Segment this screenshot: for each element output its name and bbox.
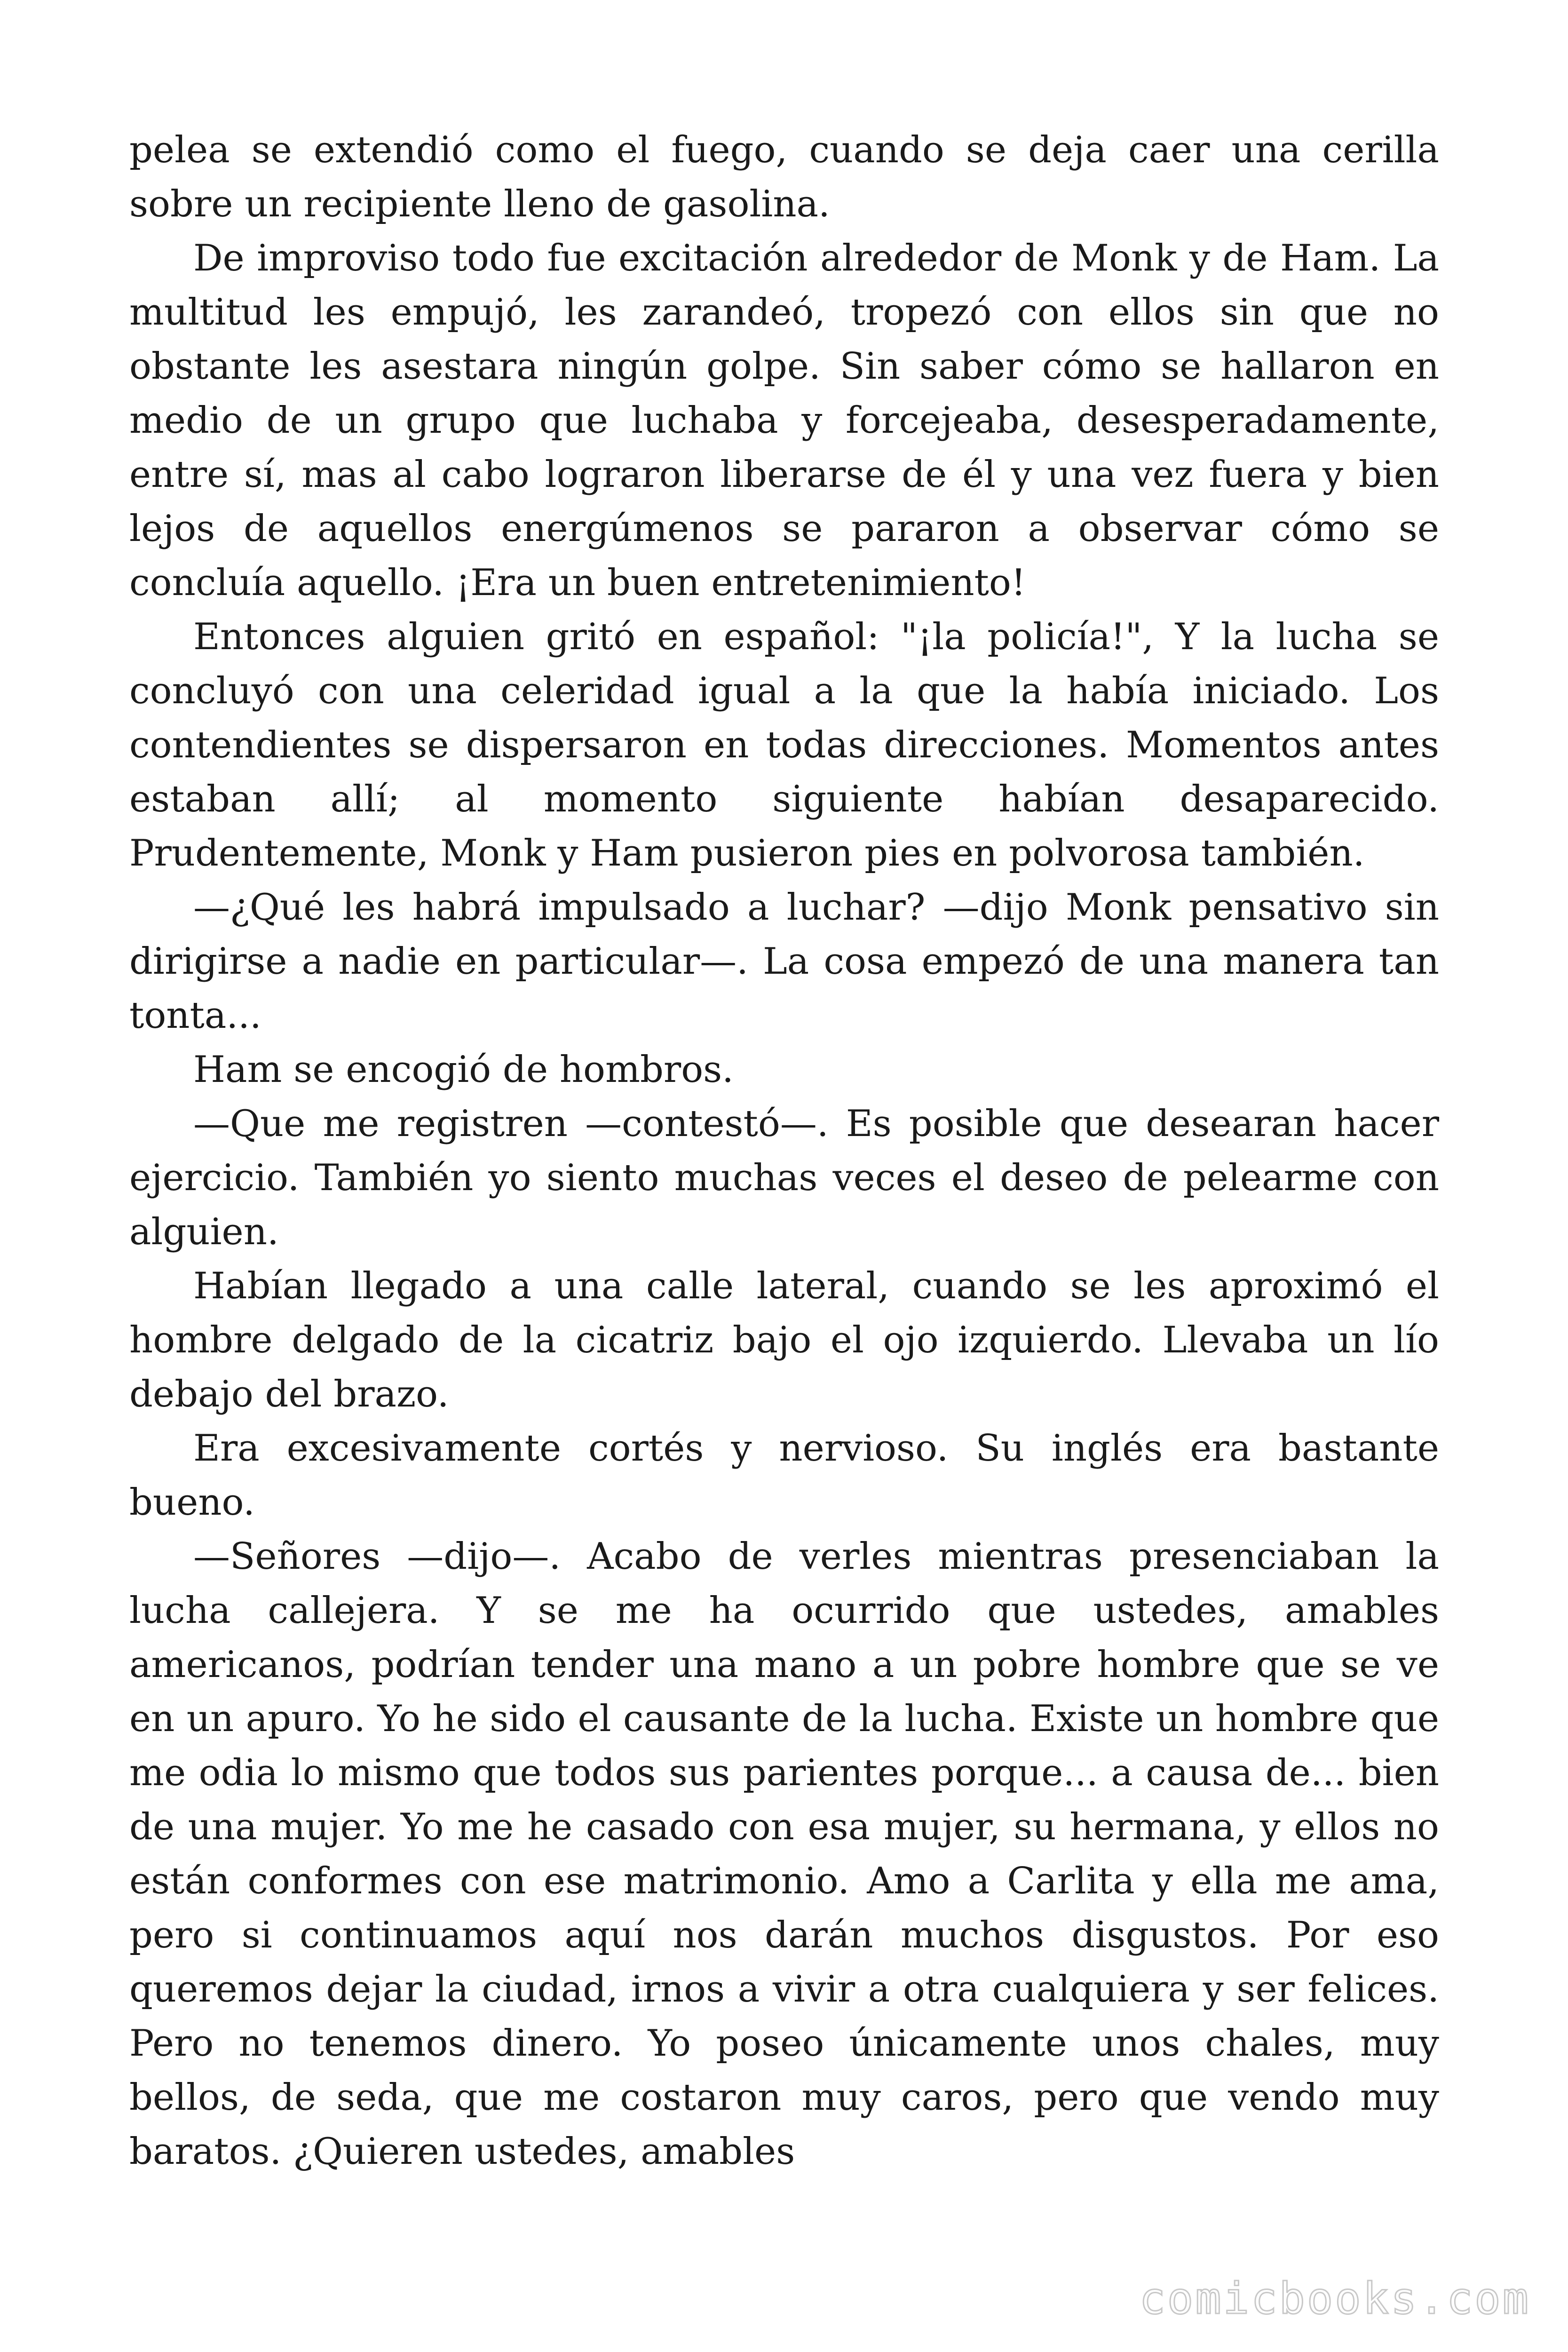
paragraph-3: Entonces alguien gritó en español: "¡la policía!", Y la lucha se concluyó con una celeridad igual a la que la había iniciado. Los contendientes se dispersaron en todas direcciones. Momentos antes estaban allí; al momento siguiente habían desaparecido. Prudentemente, Monk y Ham pusieron pies en polvorosa también. <box>129 616 1439 874</box>
paragraph-5: Ham se encogió de hombros. <box>193 1049 734 1091</box>
paragraph-2: De improviso todo fue excitación alrededor de Monk y de Ham. La multitud les empujó, les zarandeó, tropezó con ellos sin que no obstante les asestara ningún golpe. Sin saber cómo se hallaron en medio de un grupo que luchaba y forcejeaba, desesperadamente, entre sí, mas al cabo lograron liberarse de él y una vez fuera y bien lejos de aquellos energúmenos se pararon a observar cómo se concluía aquello. ¡Era un buen entretenimiento! <box>129 237 1439 604</box>
site-watermark: comicbooks.com <box>1139 2273 1530 2324</box>
paragraph-8: Era excesivamente cortés y nervioso. Su inglés era bastante bueno. <box>129 1427 1439 1524</box>
paragraph-6: —Que me registren —contestó—. Es posible que desearan hacer ejercicio. También yo siento muchas veces el deseo de pelearme con alguien. <box>129 1103 1439 1253</box>
paragraph-9: —Señores —dijo—. Acabo de verles mientras presenciaban la lucha callejera. Y se me ha ocurrido que ustedes, amables americanos, podrían tender una mano a un pobre hombre que se ve en un apuro. Yo he sido el causante de la lucha. Existe un hombre que me odia lo mismo que todos sus parientes porque... a causa de... bien de una mujer. Yo me he casado con esa mujer, su hermana, y ellos no están conformes con ese matrimonio. Amo a Carlita y ella me ama, pero si continuamos aquí nos darán muchos disgustos. Por eso queremos dejar la ciudad, irnos a vivir a otra cualquiera y ser felices. Pero no tenemos dinero. Yo poseo únicamente unos chales, muy bellos, de seda, que me costaron muy caros, pero que vendo muy baratos. ¿Quieren ustedes, amables <box>129 1535 1439 2173</box>
body-text <box>129 123 1439 2179</box>
paragraph-1: pelea se extendió como el fuego, cuando se deja caer una cerilla sobre un recipiente lleno de gasolina. <box>129 129 1439 225</box>
paragraph-4: —¿Qué les habrá impulsado a luchar? —dijo Monk pensativo sin dirigirse a nadie en particular—. La cosa empezó de una manera tan tonta... <box>129 886 1439 1037</box>
paragraph-7: Habían llegado a una calle lateral, cuando se les aproximó el hombre delgado de la cicatriz bajo el ojo izquierdo. Llevaba un lío debajo del brazo. <box>129 1265 1439 1415</box>
